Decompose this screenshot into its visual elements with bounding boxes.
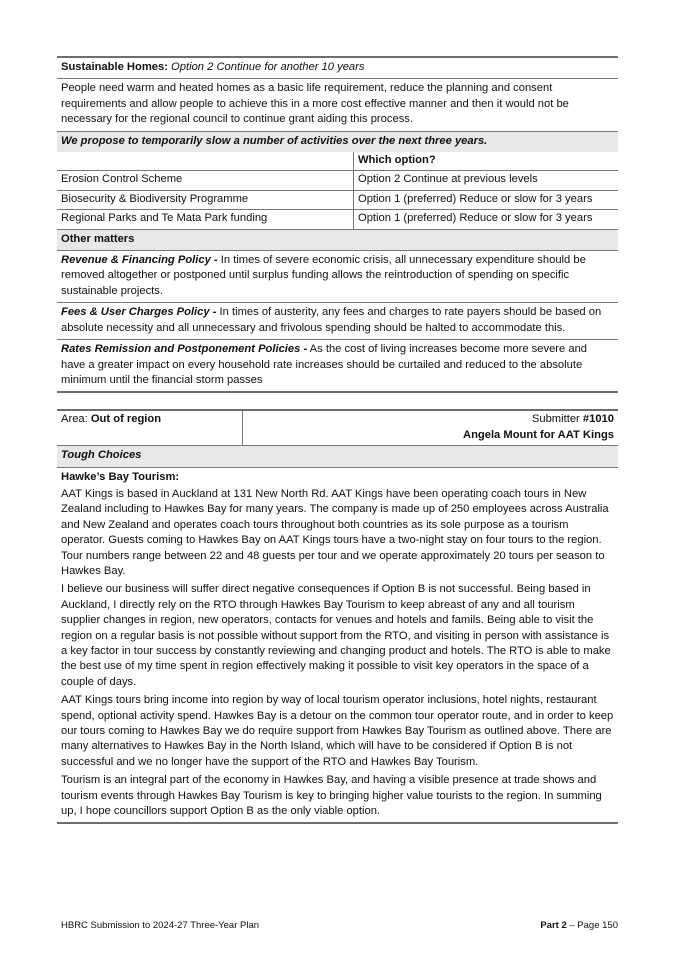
sustainable-homes-label: Sustainable Homes:	[61, 61, 168, 73]
sustainable-homes-option: Option 2 Continue for another 10 years	[171, 61, 365, 73]
submitter-cell	[243, 411, 619, 445]
tourism-paragraph: Tourism is an integral part of the economy in Hawkes Bay, and having a visible presence at trade shows and tourism events through Hawkes Bay Tourism is key to bringing higher value tourists to the region. In summing up, I hope councillors support Option B as the only viable option.	[61, 774, 602, 818]
sustainable-homes-row	[57, 56, 618, 78]
footer-title: HBRC Submission to 2024-27 Three-Year Plan	[61, 920, 260, 931]
activities-header-blank	[57, 152, 354, 171]
activities-table	[57, 152, 618, 229]
area-label: Area:	[61, 413, 88, 426]
submitter-name: Angela Mount for AAT Kings	[462, 428, 614, 441]
tourism-paragraph: AAT Kings is based in Auckland at 131 New North Rd. AAT Kings have been operating coach tours in New Zealand including to Hawkes Bay for many years. The company is made up of 250 employees across Australia and New Zealand and operates coach tours throughout both countries as its sole purpose as a tourism operator. Guests coming to Hawkes Bay on AAT Kings tours have a two-night stay on four tours to the region. Tour numbers range between 22 and 48 guests per tour and we operate approximately 20 tours per season to Hawkes Bay.	[61, 487, 609, 577]
sustainable-homes-text: People need warm and heated homes as a basic life requirement, reduce the planning and consent requirements and allow people to achieve this in a more cost effective manner and then it would not be necessary for the regional council to continue grant aiding this process.	[57, 78, 618, 130]
activity-row	[57, 171, 618, 190]
matter-text: In times of austerity, any fees and charges to rate payers should be based on absolute necessity and all unnecessary and frivolous spending should be halted to accommodate this.	[61, 306, 602, 334]
submitter-number: #1010	[582, 413, 614, 426]
tough-choices-heading: Tough Choices	[57, 445, 618, 466]
activity-row	[57, 210, 618, 229]
matter-text: As the cost of living increases become more severe and have a greater impact on every household rate increases should be curtailed and reduced to the absolute minimum until the financial storm passes	[61, 343, 588, 386]
slow-activities-heading: We propose to temporarily slow a number of activities over the next three years.	[57, 131, 618, 152]
document-body	[57, 56, 618, 824]
other-matters-heading: Other matters	[57, 229, 618, 250]
activity-option: Option 1 (preferred) Reduce or slow for 3 years	[354, 210, 619, 229]
activity-name: Biosecurity & Biodiversity Programme	[57, 190, 354, 209]
matter-label: Revenue & Financing Policy -	[61, 254, 218, 267]
activity-name: Regional Parks and Te Mata Park funding	[57, 210, 354, 229]
matter-label: Fees & User Charges Policy -	[61, 306, 217, 319]
tourism-heading: Hawke’s Bay Tourism:	[61, 470, 180, 483]
matter-label: Rates Remission and Postponement Policies -	[61, 343, 308, 356]
which-option-header: Which option?	[354, 152, 619, 171]
footer-page: – Page 150	[566, 920, 618, 931]
activity-option: Option 1 (preferred) Reduce or slow for 3 years	[354, 190, 619, 209]
submitter-label: Submitter	[531, 413, 580, 426]
matter-fees	[57, 302, 618, 339]
footer-part: Part 2	[540, 920, 567, 931]
footer-page-number	[540, 918, 618, 933]
area-cell	[57, 411, 243, 445]
tourism-paragraph: AAT Kings tours bring income into region by way of local tourism operator inclusions, hotel nights, restaurant spend, optional activity spend. Hawkes Bay is a detour on the common tour operator route, and in order to keep our tours coming to Hawkes Bay we do require support from Hawkes Bay Tourism as outlined above. There are many alternatives to Hawkes Bay in the North Island, which will have to be considered if Option B is not successful and we no longer have the support of the RTO and Hawkes Bay Tourism.	[61, 694, 614, 768]
activity-option: Option 2 Continue at previous levels	[354, 171, 619, 190]
tourism-section	[57, 467, 618, 825]
matter-text: In times of severe economic crisis, all unnecessary expenditure should be removed altogether or postponed until surplus funding allows the reintroduction of spending on specific sustainable projects.	[61, 254, 586, 297]
area-value: Out of region	[90, 413, 162, 426]
submitter-header	[57, 409, 618, 445]
matter-revenue	[57, 250, 618, 302]
activity-name: Erosion Control Scheme	[57, 171, 354, 190]
tourism-paragraph: I believe our business will suffer direct negative consequences if Option B is not successful. Being based in Auckland, I directly rely on the RTO through Hawkes Bay Tourism to keep abreast of any and all tourism supplier changes in region, new operators, contacts for venues and hotels and famils. Being able to visit the region on a regular basis is not possible without support from the RTO, and visiting in person with assistance is a key factor in tour success by constantly reviewing and changing product and hotels. The RTO is able to make the best use of my time spent in region effectively making it possible to visit key operators in the space of a couple of days.	[61, 583, 611, 688]
activity-row	[57, 190, 618, 209]
matter-rates	[57, 339, 618, 393]
